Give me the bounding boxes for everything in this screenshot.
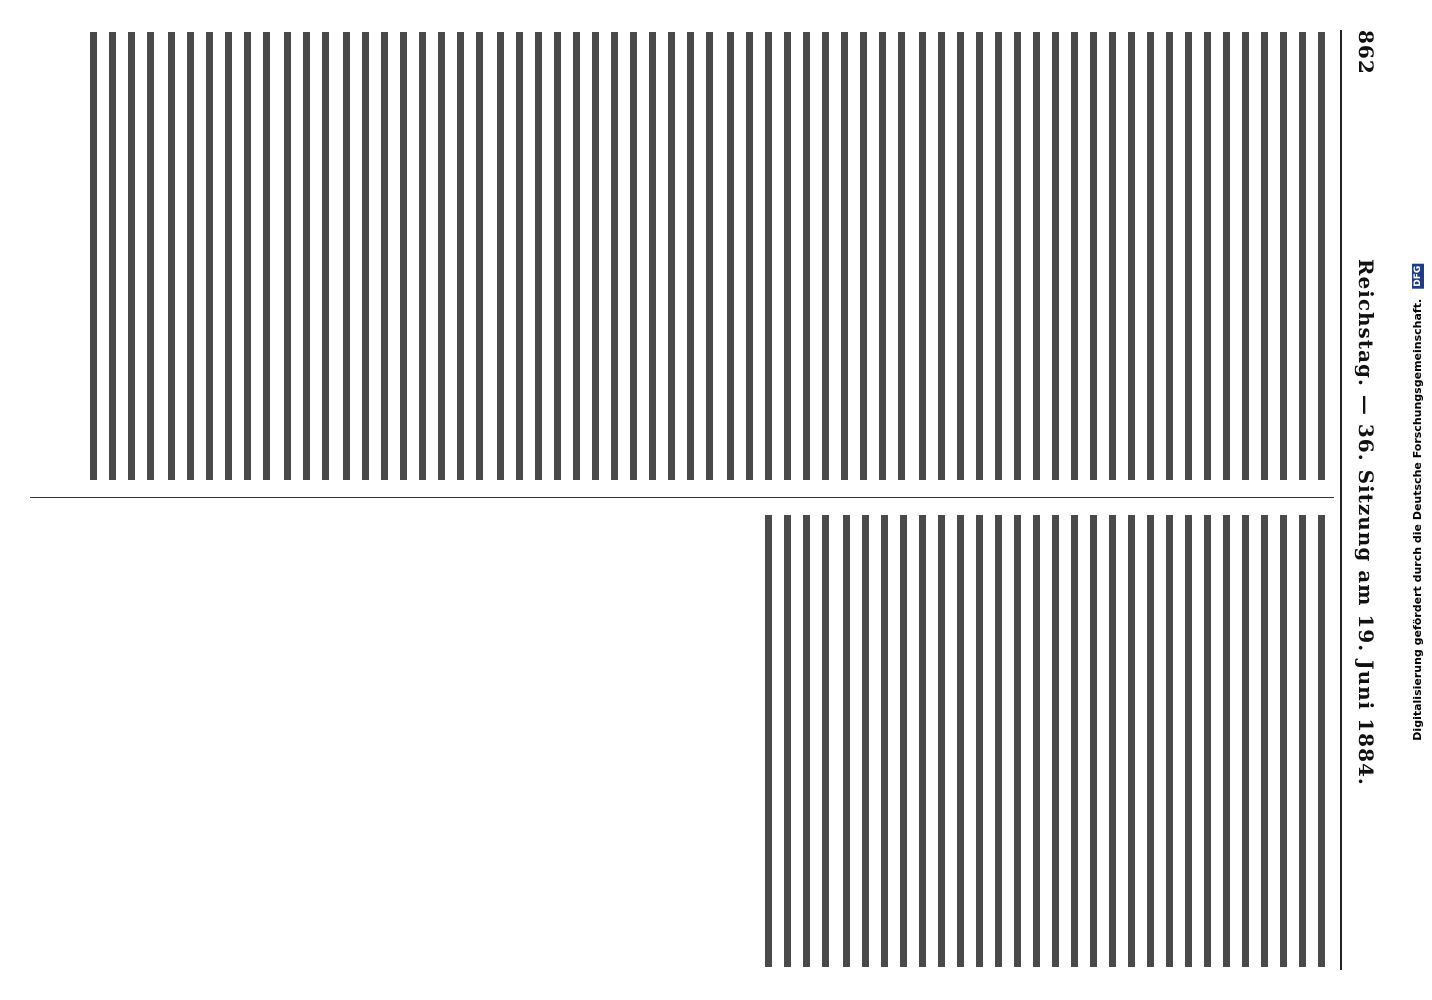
text-lines [336, 32, 488, 480]
text-lines [720, 32, 910, 480]
column-divider [30, 497, 1334, 498]
text-lines [912, 32, 1330, 480]
right-column-paragraph [836, 515, 1330, 967]
text-lines [83, 32, 159, 480]
left-column-paragraph [277, 32, 334, 480]
left-column-paragraph [161, 32, 275, 480]
left-column-paragraph [490, 32, 718, 480]
header-rule [1340, 30, 1342, 970]
digitization-credit-text: Digitalisierung gefördert durch die Deutsche Forschungsgemeinschaft. [1410, 299, 1424, 741]
dfg-logo: DFG [1412, 266, 1423, 288]
text-lines [161, 32, 275, 480]
right-column [30, 515, 1330, 967]
text-lines [490, 32, 718, 480]
page-header [1346, 30, 1386, 970]
text-lines [836, 515, 1330, 967]
text-lines [277, 32, 334, 480]
text-lines [758, 515, 834, 967]
page-number: 862 [1354, 30, 1378, 75]
left-column-paragraph [720, 32, 910, 480]
right-column-paragraph [758, 515, 834, 967]
digitization-credit [1406, 20, 1428, 985]
left-column-paragraph [336, 32, 488, 480]
left-column-paragraph [912, 32, 1330, 480]
running-title: Reichstag. — 36. Sitzung am 19. Juni 1884. [1354, 258, 1378, 786]
left-column-paragraph [83, 32, 159, 480]
left-column [30, 32, 1330, 480]
